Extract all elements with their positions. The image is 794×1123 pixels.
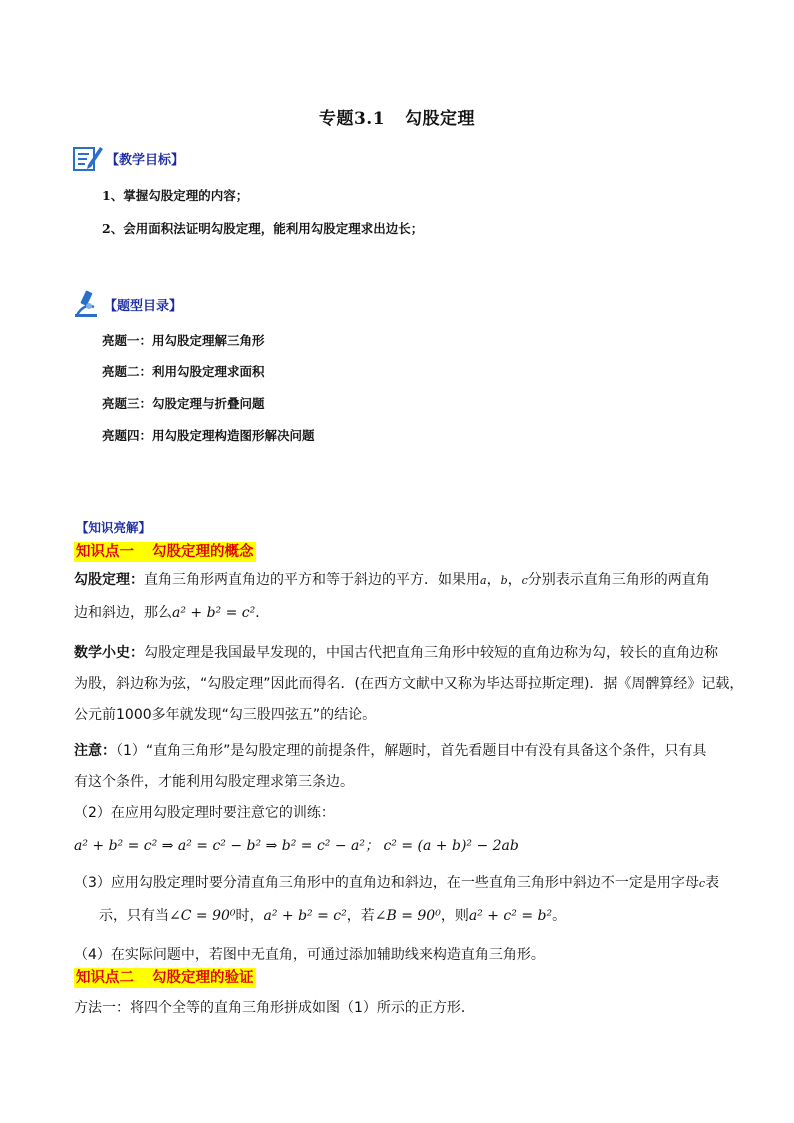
method-1-line: 方法一：将四个全等的直角三角形拼成如图（1）所示的正方形．	[74, 1000, 475, 1016]
pythagorean-formula: a² + b² = c²	[172, 605, 256, 621]
note-line-3b	[99, 905, 566, 925]
notepad-pencil-icon	[72, 143, 104, 173]
note-line-1	[74, 740, 706, 760]
note-3a: （3）应用勾股定理时要分清直角三角形中的直角边和斜边，在一些直角三角形中斜边不一定是用字母	[74, 875, 699, 891]
teaching-goals-heading: 【教学目标】	[106, 152, 185, 168]
point1-label: 知识点一	[76, 544, 134, 560]
history-line-1	[74, 642, 718, 662]
title-part1: 专题3.1	[318, 109, 386, 129]
teaching-goals-header	[72, 143, 184, 173]
var-b: b	[500, 574, 508, 587]
note-3b-text1: 示，只有当	[99, 908, 169, 924]
note-3b-formula1: ∠C = 90⁰	[169, 908, 236, 924]
knowledge-point-1-header	[74, 542, 256, 562]
note-1a: （1）“直角三角形”是勾股定理的前提条件，解题时，首先看题目中有没有具备这个条件，只有具	[116, 743, 707, 759]
note-3b-text2: 时，	[235, 908, 264, 924]
question-types-header	[72, 289, 182, 319]
question-type-4: 亮题四：用勾股定理构造图形解决问题	[102, 428, 315, 443]
note-3b-formula2: a² + b² = c²	[263, 908, 347, 924]
note-line-4: （4）在实际问题中，若图中无直角，可通过添加辅助线来构造直角三角形。	[74, 947, 545, 963]
title-part2: 勾股定理	[405, 109, 476, 129]
note-line-2: （2）在应用勾股定理时要注意它的训练：	[74, 805, 335, 821]
question-type-2: 亮题二：利用勾股定理求面积	[102, 364, 265, 379]
definition-prefix: 勾股定理：	[74, 572, 144, 588]
definition-line2-end: ．	[255, 605, 270, 621]
note-3b-formula3: ∠B = 90⁰	[374, 908, 441, 924]
microscope-icon	[72, 289, 102, 319]
note-2-formula	[74, 835, 519, 855]
definition-text-1: 直角三角形两直角边的平方和等于斜边的平方．如果用	[144, 572, 480, 588]
goal-item-1: 1、掌握勾股定理的内容；	[102, 188, 249, 203]
var-c: c	[521, 574, 528, 587]
definition-text-2: 分别表示直角三角形的两直角	[527, 572, 710, 588]
note-3a-end: 表	[705, 875, 720, 891]
question-types-heading: 【题型目录】	[104, 298, 183, 314]
note-3b-text3: ，若	[346, 908, 375, 924]
note-line-1b: 有这个条件，才能利用勾股定理求第三条边。	[74, 774, 354, 790]
definition-line-1	[74, 569, 710, 589]
training-formula: a² + b² = c² ⇒ a² = c² − b² ⇒ b² = c² − a²； c² = (a + b)² − 2ab	[74, 838, 519, 854]
history-text-1: 勾股定理是我国最早发现的，中国古代把直角三角形中较短的直角边称为勾，较长的直角边称	[144, 645, 718, 661]
goal-item-2: 2、会用面积法证明勾股定理，能利用勾股定理求出边长；	[102, 221, 424, 236]
note-line-3a	[74, 872, 719, 892]
point2-title: 勾股定理的验证	[152, 970, 254, 986]
knowledge-heading: 【知识亮解】	[76, 520, 152, 535]
page-title	[0, 104, 794, 129]
sep-1: ，	[486, 572, 501, 588]
question-type-1: 亮题一：用勾股定理解三角形	[102, 333, 265, 348]
question-type-3: 亮题三：勾股定理与折叠问题	[102, 396, 265, 411]
note-3b-text4: ，则	[440, 908, 469, 924]
note-3b-formula4: a² + c² = b²	[468, 908, 553, 924]
note-prefix: 注意：	[74, 743, 116, 759]
history-line-3: 公元前1000多年就发现“勾三股四弦五”的结论。	[74, 707, 377, 723]
history-line-2: 为股，斜边称为弦，“勾股定理”因此而得名．(在西方文献中又称为毕达哥拉斯定理)．据《周髀算经》记载，	[74, 676, 744, 692]
point2-label: 知识点二	[76, 970, 134, 986]
definition-line-2	[74, 602, 269, 622]
point1-title: 勾股定理的概念	[152, 544, 254, 560]
history-prefix: 数学小史：	[74, 645, 144, 661]
sep-2: ，	[507, 572, 522, 588]
note-3a-var: c	[698, 877, 706, 890]
var-a: a	[480, 574, 487, 587]
knowledge-point-2-header	[74, 968, 256, 988]
note-3b-end: 。	[552, 908, 567, 924]
definition-line2-text: 边和斜边，那么	[74, 605, 172, 621]
